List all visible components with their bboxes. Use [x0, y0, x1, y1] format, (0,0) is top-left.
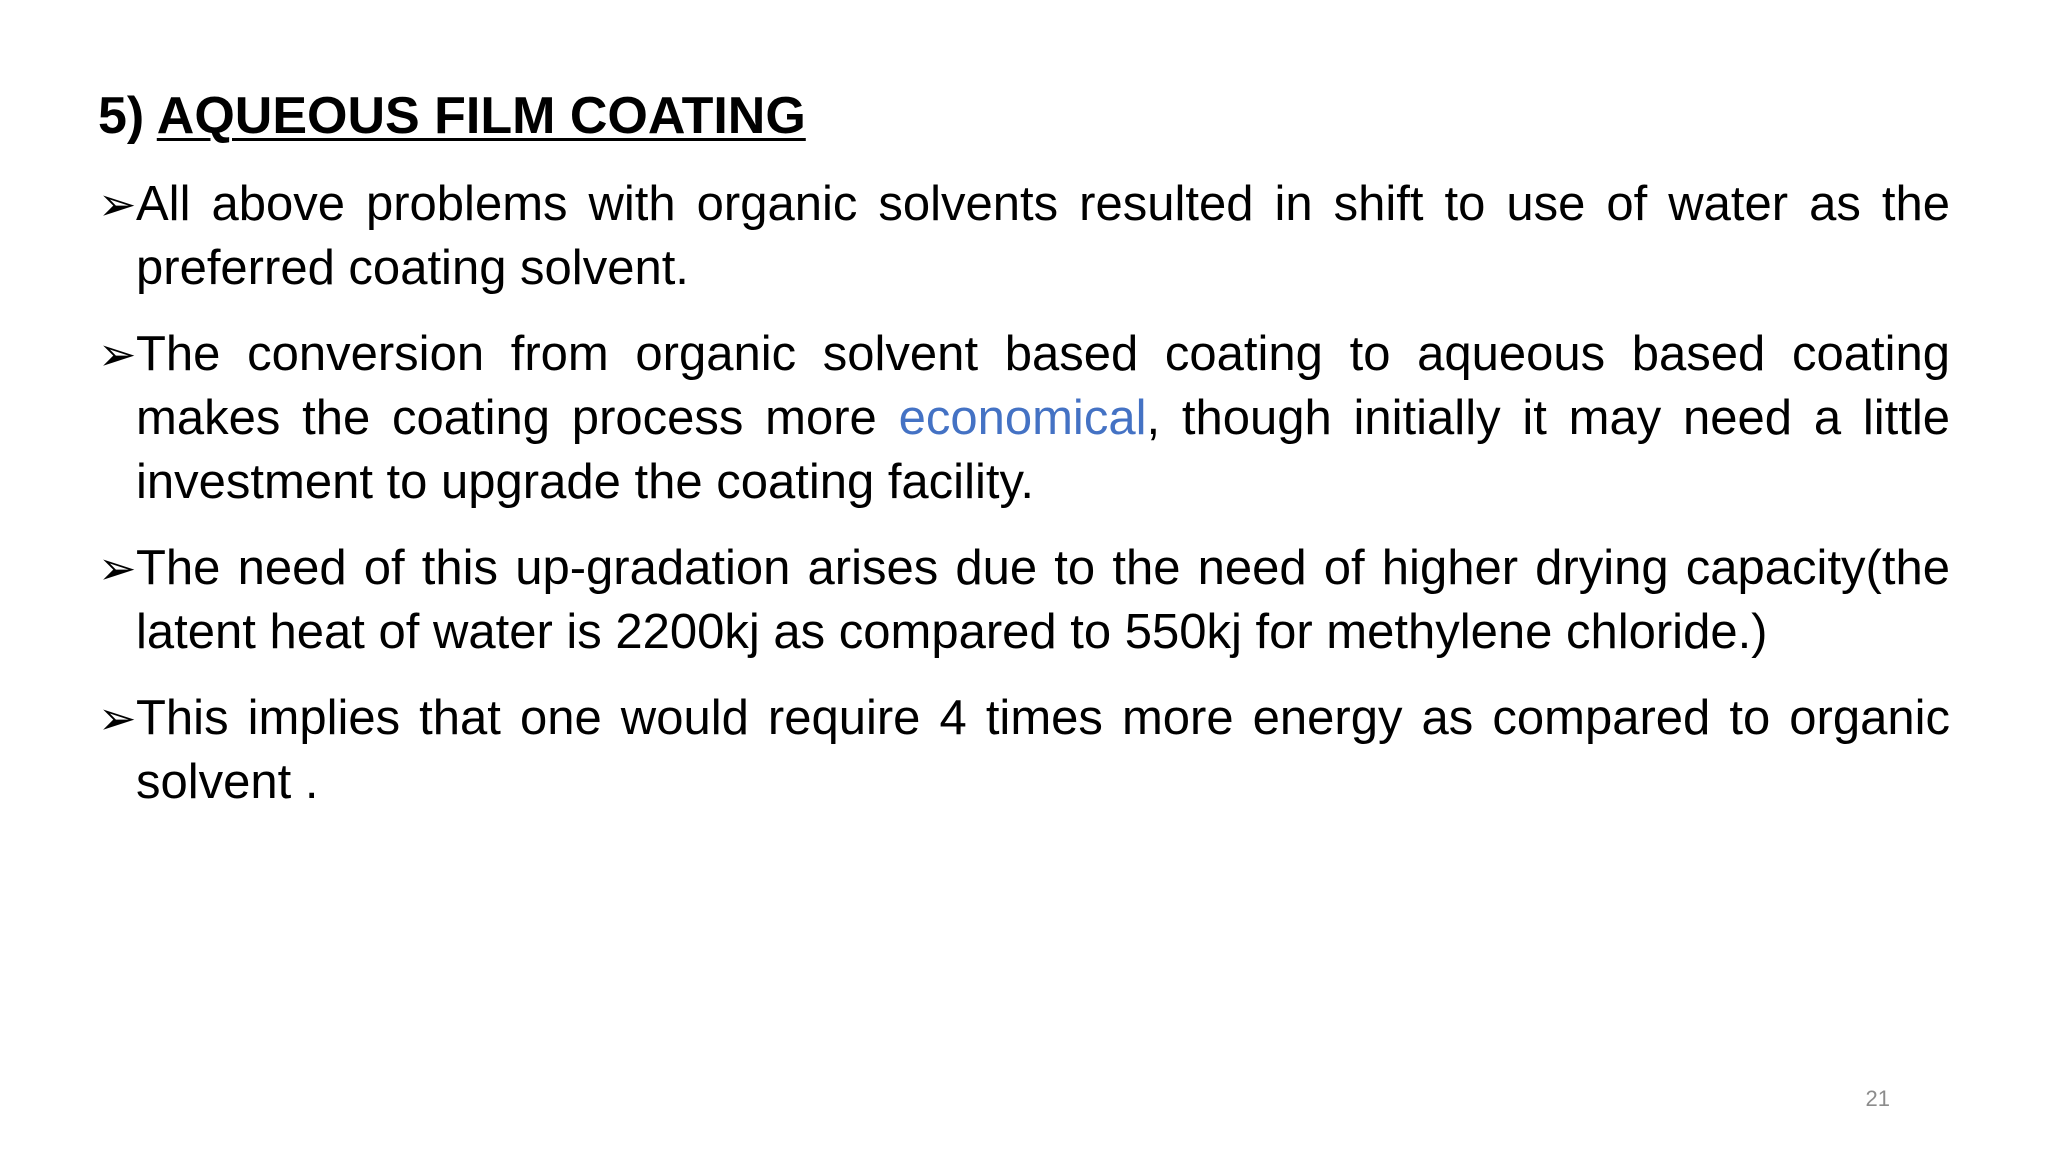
arrow-bullet-icon: ➢	[98, 691, 137, 745]
slide-title	[98, 84, 806, 148]
bullet-text: All above problems with organic solvents resulted in shift to use of water as the preferred coating solvent.	[136, 177, 1950, 295]
bullet-text-continued: , though initially it may need a little investment to upgrade the coating facility.	[136, 391, 1950, 509]
highlighted-word: economical	[898, 391, 1147, 445]
title-prefix: 5)	[98, 87, 157, 145]
title-text: AQUEOUS FILM COATING	[156, 87, 806, 145]
bullet-item	[98, 322, 1950, 514]
bullet-item	[98, 172, 1950, 300]
bullet-text: The need of this up-gradation arises due to the need of higher drying capacity(the latent heat of water is 2200kj as compared to 550kj for methylene chloride.)	[136, 541, 1950, 659]
arrow-bullet-icon: ➢	[98, 541, 137, 595]
bullet-list	[98, 172, 1950, 836]
arrow-bullet-icon: ➢	[98, 327, 137, 381]
bullet-item	[98, 536, 1950, 664]
bullet-text: The conversion from organic solvent based coating to aqueous based coating makes the coating process more	[136, 327, 1950, 445]
bullet-text: This implies that one would require 4 times more energy as compared to organic solvent .	[136, 691, 1950, 809]
page-number: 21	[1865, 1086, 1890, 1111]
arrow-bullet-icon: ➢	[98, 177, 137, 231]
bullet-item	[98, 686, 1950, 814]
